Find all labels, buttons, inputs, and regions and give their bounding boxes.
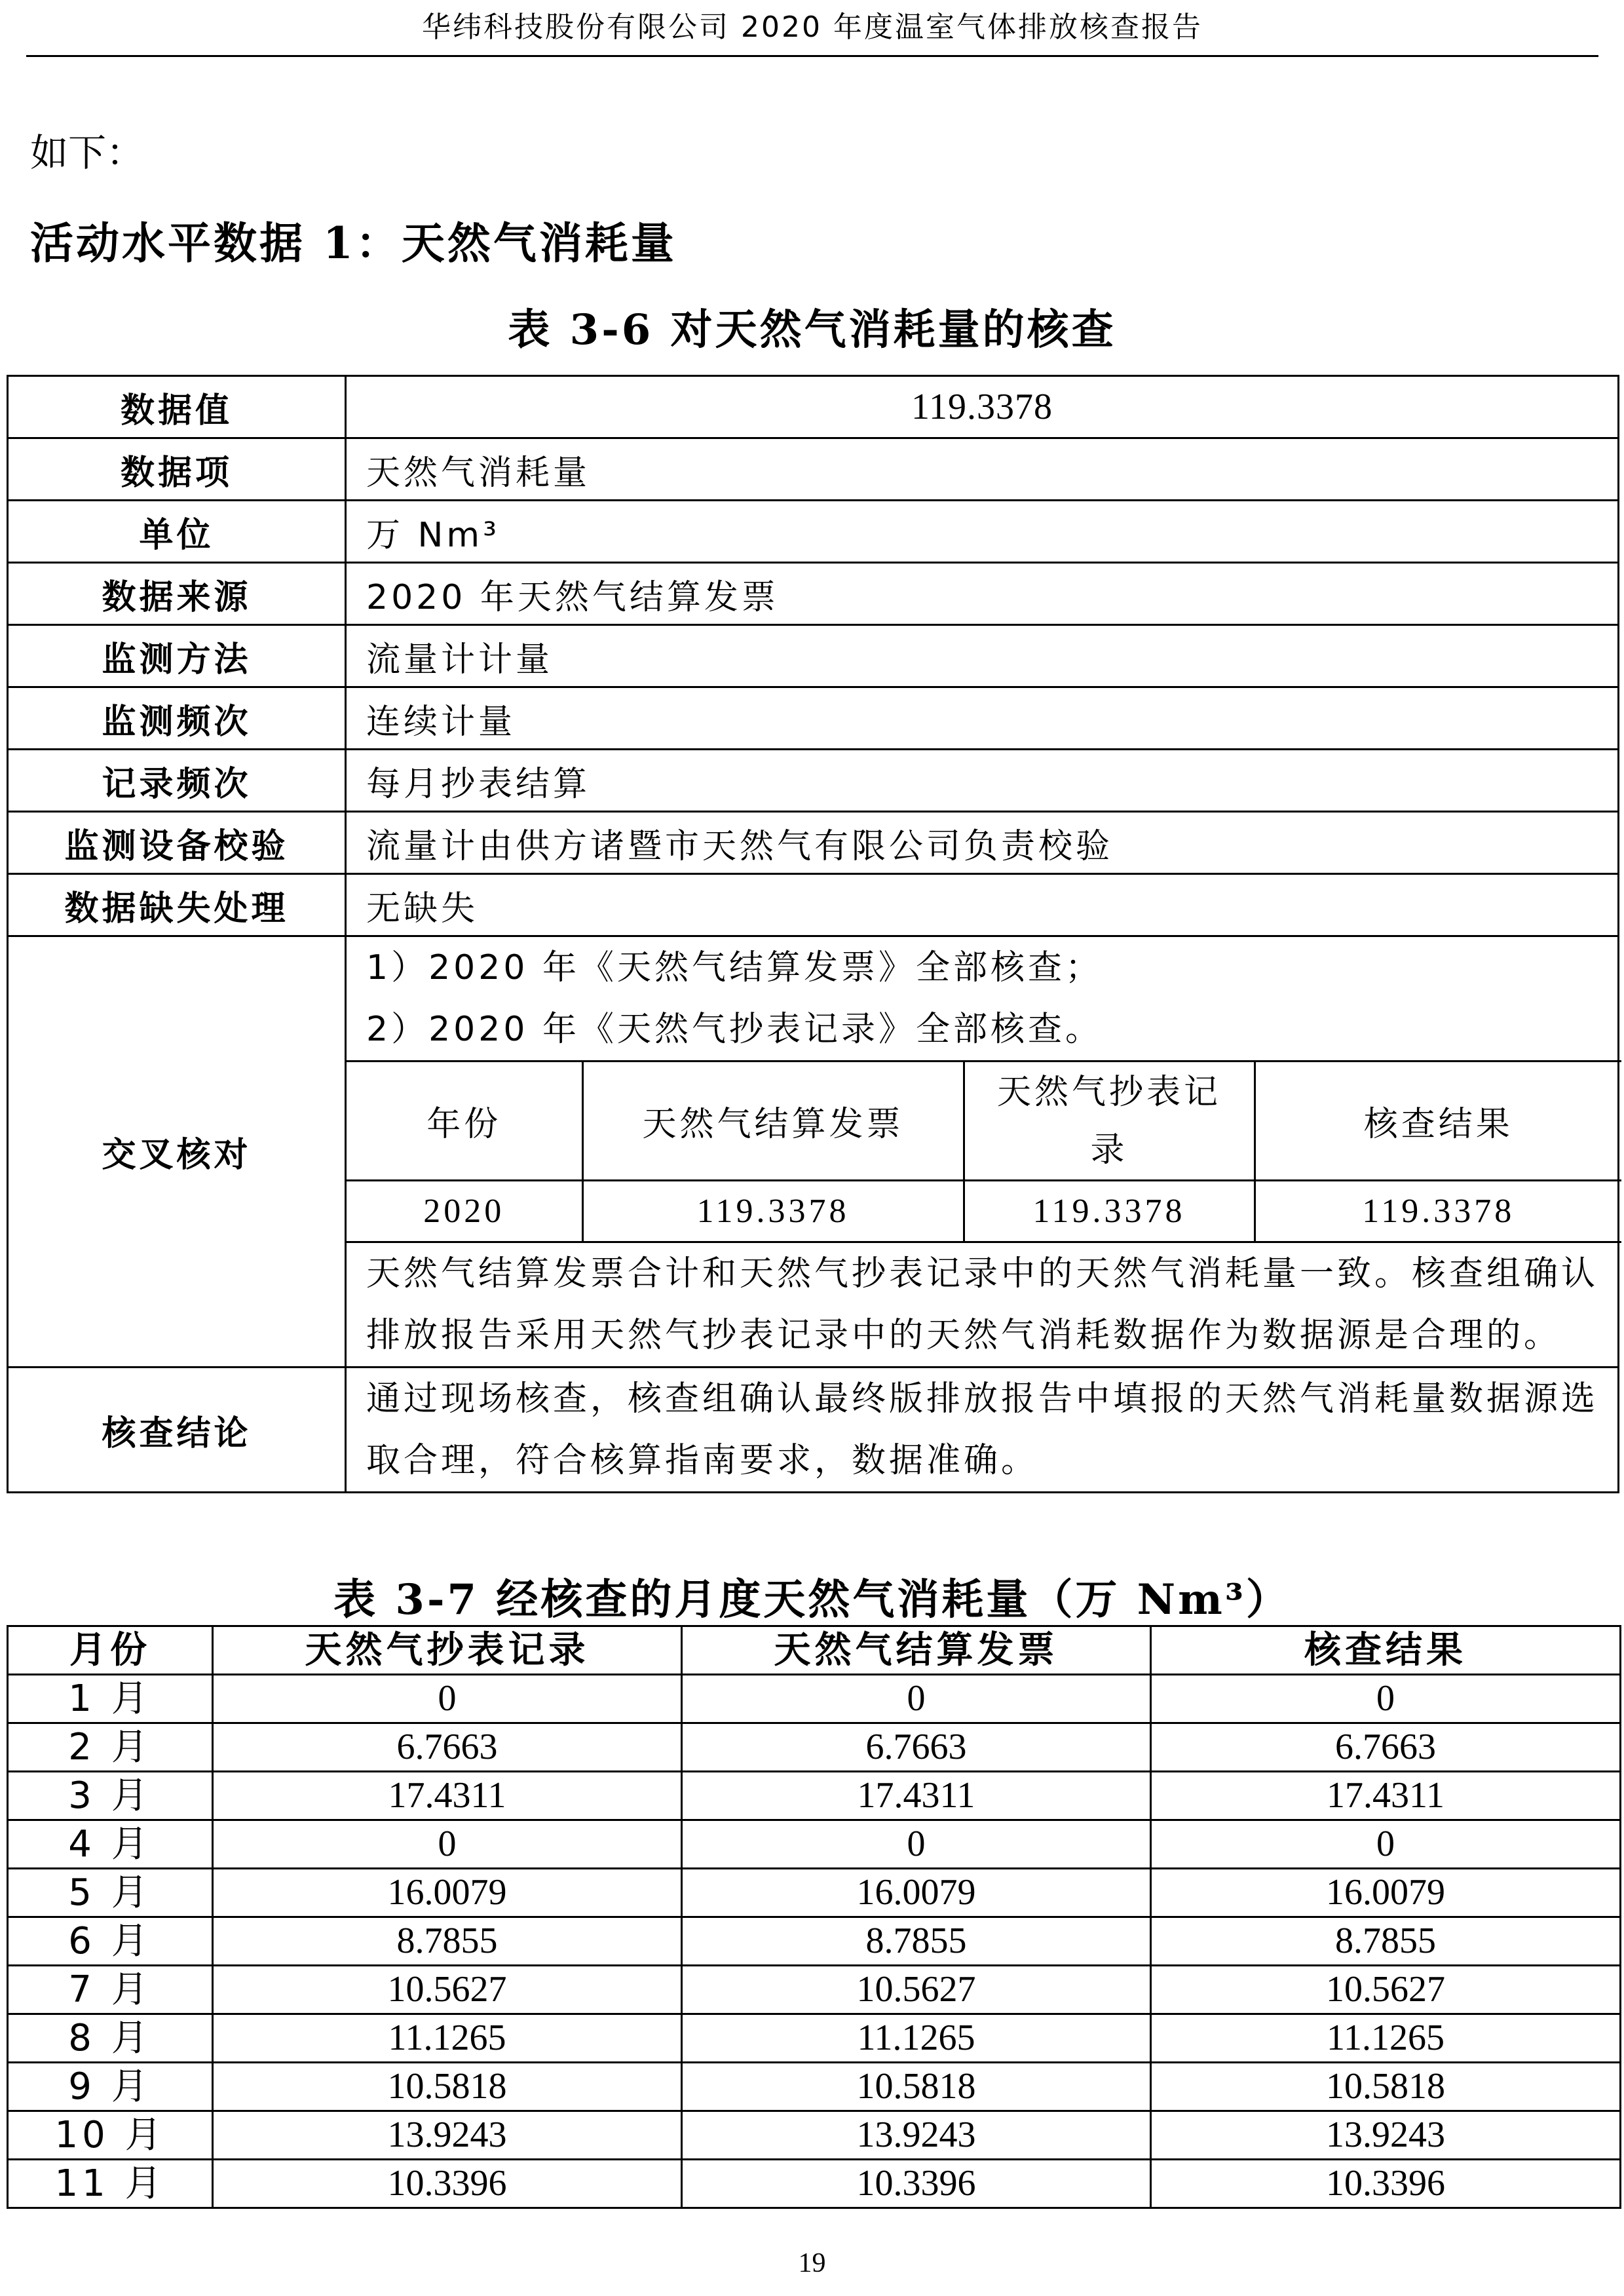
value-cell: 13.9243 [213,2111,682,2160]
inner-header-cell: 天然气结算发票 [582,1062,964,1181]
inner-data-cell: 119.3378 [1255,1181,1621,1242]
cross-check-inner-table [347,1060,1621,1243]
value-cell: 11.1265 [1151,2014,1621,2063]
table2-caption: 表 3-7 经核查的月度天然气消耗量（万 Nm³） [333,1575,1291,1624]
row-label: 监测频次 [8,687,346,750]
cross-check-summary: 天然气结算发票合计和天然气抄表记录中的天然气消耗量一致。核查组确认排放报告采用天然气抄表记录中的天然气消耗数据作为数据源是合理的。 [366,1254,1599,1355]
value-cell: 10.5627 [1151,1966,1621,2014]
cross-check-line-1: 1）2020 年《天然气结算发票》全部核查； [366,948,1103,987]
month-cell: 8 月 [8,2014,213,2063]
table-row [8,687,1619,750]
table-row [8,501,1619,563]
monthly-consumption-table [7,1625,1621,2209]
value-cell: 10.5627 [213,1966,682,2014]
page-number: 19 [798,2248,826,2278]
table-row [8,874,1619,936]
table-row [8,563,1619,625]
month-cell: 10 月 [8,2111,213,2160]
conclusion-label: 核查结论 [8,1368,346,1493]
value-cell: 0 [1151,1820,1621,1869]
value-cell: 0 [682,1675,1151,1723]
table-row [8,1869,1621,1917]
page-header: 华纬科技股份有限公司 2020 年度温室气体排放核查报告 [26,0,1598,57]
cross-check-content [346,936,1619,1368]
value-cell: 10.5818 [213,2063,682,2111]
inner-data-cell: 2020 [347,1181,582,1242]
table-row [8,2111,1621,2160]
conclusion-cell [346,1368,1619,1493]
inner-data-row [347,1181,1621,1242]
table1-caption: 表 3-6 对天然气消耗量的核查 [508,305,1116,354]
inner-header-cell: 年份 [347,1062,582,1181]
value-cell: 11.1265 [682,2014,1151,2063]
conclusion-row [8,1368,1619,1493]
table-row [8,1772,1621,1820]
month-cell: 11 月 [8,2160,213,2208]
value-cell: 10.3396 [682,2160,1151,2208]
cross-check-line-2: 2）2020 年《天然气抄表记录》全部核查。 [366,1010,1103,1049]
row-label: 数据项 [8,438,346,501]
table-row [8,2063,1621,2111]
value-cell: 0 [213,1820,682,1869]
month-cell: 1 月 [8,1675,213,1723]
value-cell: 0 [682,1820,1151,1869]
table-row [8,1820,1621,1869]
value-cell: 17.4311 [682,1772,1151,1820]
table-row [8,750,1619,812]
inner-header-cell: 天然气抄表记录 [964,1062,1255,1181]
value-cell: 8.7855 [1151,1917,1621,1966]
row-value: 无缺失 [346,874,1619,936]
value-cell: 13.9243 [1151,2111,1621,2160]
value-cell: 17.4311 [213,1772,682,1820]
table-row [8,376,1619,438]
table-row [8,2160,1621,2208]
inner-data-cell: 119.3378 [582,1181,964,1242]
month-cell: 3 月 [8,1772,213,1820]
value-cell: 11.1265 [213,2014,682,2063]
row-value: 119.3378 [346,376,1619,438]
row-value: 每月抄表结算 [346,750,1619,812]
row-label: 监测设备校验 [8,812,346,874]
cross-check-row [8,936,1619,1368]
value-cell: 16.0079 [1151,1869,1621,1917]
value-cell: 17.4311 [1151,1772,1621,1820]
value-cell: 10.5818 [682,2063,1151,2111]
row-label: 记录频次 [8,750,346,812]
value-cell: 6.7663 [1151,1723,1621,1772]
month-cell: 7 月 [8,1966,213,2014]
natural-gas-verification-table [7,375,1619,1493]
value-cell: 16.0079 [213,1869,682,1917]
value-cell: 13.9243 [682,2111,1151,2160]
row-value: 2020 年天然气结算发票 [346,563,1619,625]
value-cell: 8.7855 [213,1917,682,1966]
table-row [8,625,1619,687]
column-header: 核查结果 [1151,1626,1621,1675]
inner-data-cell: 119.3378 [964,1181,1255,1242]
value-cell: 16.0079 [682,1869,1151,1917]
value-cell: 0 [213,1675,682,1723]
row-value: 流量计计量 [346,625,1619,687]
cross-check-label: 交叉核对 [8,936,346,1368]
table-row [8,1966,1621,2014]
month-cell: 4 月 [8,1820,213,1869]
table-row [8,2014,1621,2063]
inner-header-cell: 核查结果 [1255,1062,1621,1181]
row-label: 数据缺失处理 [8,874,346,936]
table-row [8,812,1619,874]
month-cell: 6 月 [8,1917,213,1966]
column-header: 天然气结算发票 [682,1626,1151,1675]
intro-text: 如下： [30,130,145,175]
column-header: 月份 [8,1626,213,1675]
value-cell: 10.3396 [213,2160,682,2208]
value-cell: 6.7663 [682,1723,1151,1772]
row-label: 监测方法 [8,625,346,687]
month-cell: 5 月 [8,1869,213,1917]
value-cell: 10.5627 [682,1966,1151,2014]
row-label: 单位 [8,501,346,563]
table-row [8,1917,1621,1966]
table-row [8,1723,1621,1772]
row-label: 数据值 [8,376,346,438]
month-cell: 2 月 [8,1723,213,1772]
row-value: 流量计由供方诸暨市天然气有限公司负责校验 [346,812,1619,874]
table-row [8,438,1619,501]
table-row [8,1675,1621,1723]
value-cell: 8.7855 [682,1917,1151,1966]
row-label: 数据来源 [8,563,346,625]
value-cell: 0 [1151,1675,1621,1723]
conclusion-text: 通过现场核查，核查组确认最终版排放报告中填报的天然气消耗量数据源选取合理，符合核算指南要求，数据准确。 [366,1379,1599,1480]
row-value: 万 Nm³ [346,501,1619,563]
section-title: 活动水平数据 1：天然气消耗量 [30,218,677,269]
column-header: 天然气抄表记录 [213,1626,682,1675]
row-value: 连续计量 [346,687,1619,750]
inner-header-row [347,1062,1621,1181]
table-header-row [8,1626,1621,1675]
value-cell: 10.5818 [1151,2063,1621,2111]
value-cell: 10.3396 [1151,2160,1621,2208]
value-cell: 6.7663 [213,1723,682,1772]
month-cell: 9 月 [8,2063,213,2111]
row-value: 天然气消耗量 [346,438,1619,501]
